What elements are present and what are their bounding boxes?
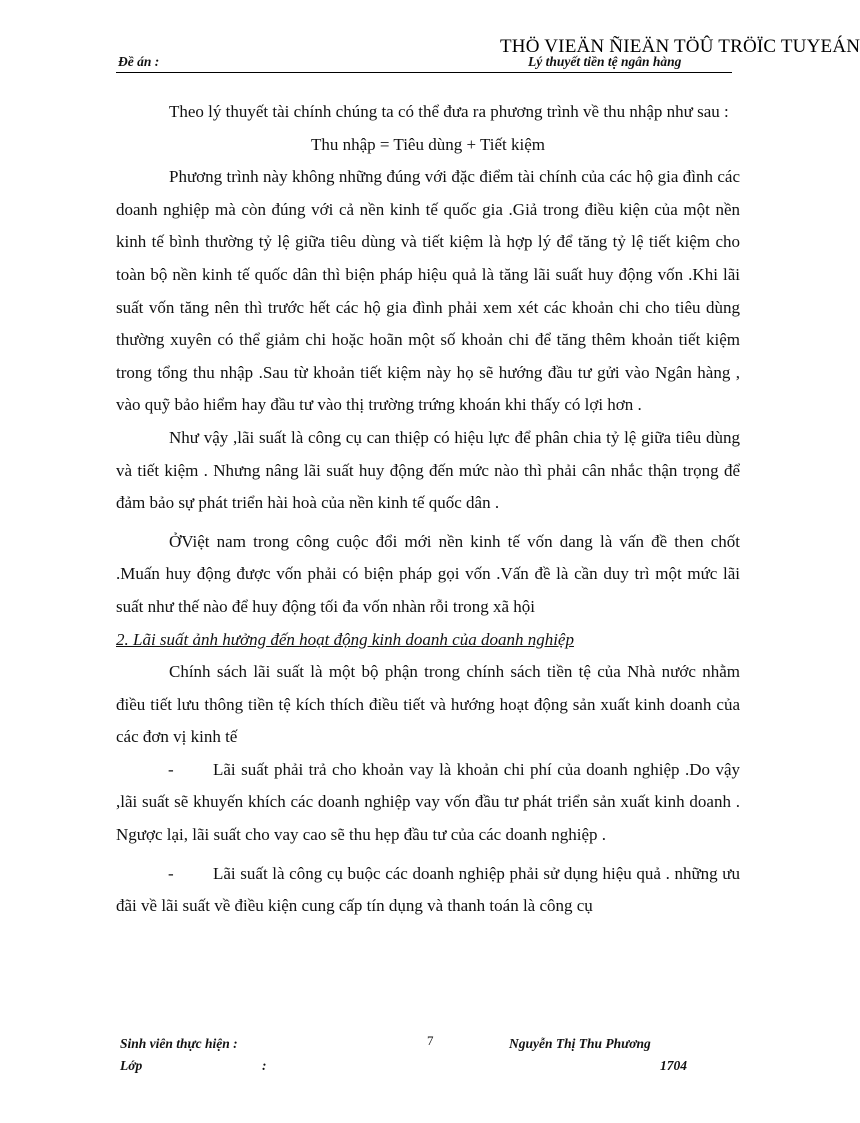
section-heading: 2. Lãi suất ảnh hưởng đến hoạt động kinh doanh của doanh nghiệp bbox=[116, 629, 574, 649]
bullet-item bbox=[116, 858, 740, 923]
document-body bbox=[116, 96, 740, 923]
footer-author: Nguyễn Thị Thu Phương bbox=[509, 1036, 651, 1051]
paragraph-equation-discussion: Phương trình này không những đúng với đặc điểm tài chính của các hộ gia đình các doanh nghiệp mà còn đúng với cả nền kinh tế quốc gia .Giả trong điều kiện của một nền kinh tế bình thường tỷ lệ giữa tiêu dùng và tiết kiệm là hợp lý để tăng tỷ lệ tiết kiệm cho toàn bộ nền kinh tế quốc dân thì biện pháp hiệu quả là tăng lãi suất huy động vốn .Khi lãi suất vốn tăng nên thì trước hết các hộ gia đình phải xem xét các khoản chi cho tiêu dùng thường xuyên có thể giảm chi hoặc hoãn một số khoản chi để tăng thêm khoản tiết kiệm trong tổng thu nhập .Sau từ khoản tiết kiệm này họ sẽ hướng đầu tư gửi vào Ngân hàng , vào quỹ bảo hiểm hay đầu tư vào thị trường trứng khoán khi thấy có lợi hơn . bbox=[116, 167, 740, 415]
paragraph-policy: Chính sách lãi suất là một bộ phận trong chính sách tiền tệ của Nhà nước nhằm điều tiết lưu thông tiền tệ kích thích điều tiết và hướng hoạt động sản xuất kinh doanh của các đơn vị kinh tế bbox=[116, 662, 740, 747]
income-equation: Thu nhập = Tiêu dùng + Tiết kiệm bbox=[310, 134, 546, 154]
footer-student-label: Sinh viên thực hiện : bbox=[120, 1036, 238, 1051]
footer-class-colon: : bbox=[262, 1058, 267, 1073]
header-right: Lý thuyết tiền tệ ngân hàng bbox=[528, 54, 682, 69]
header-left: Đề án : bbox=[118, 54, 160, 69]
header-rule bbox=[116, 72, 732, 73]
paragraph-interest-tool: Như vậy ,lãi suất là công cụ can thiệp có hiệu lực để phân chia tỷ lệ giữa tiêu dùng và tiết kiệm . Nhưng nâng lãi suất huy động đến mức nào thì phải cân nhắc thận trọng để đảm bảo sự phát triển hài hoà của nền kinh tế quốc dân . bbox=[116, 427, 740, 513]
bullet-item bbox=[116, 754, 740, 852]
footer-class-label: Lớp bbox=[120, 1058, 143, 1073]
watermark: THÖ VIEÄN ÑIEÄN TÖÛ TRÖÏC TUYEÁN bbox=[500, 36, 860, 57]
paragraph-vietnam: ỞViệt nam trong công cuộc đổi mới nền kinh tế vốn dang là vấn đề then chốt .Muấn huy động được vốn phải có biện pháp gọi vốn .Vấn đề là cần duy trì một mức lãi suất như thế nào để huy động tối đa vốn nhàn rỗi trong xã hội bbox=[116, 531, 740, 616]
bullet-text: Lãi suất là công cụ buộc các doanh nghiệp phải sử dụng hiệu quả . những ưu đãi về lãi suất về điều kiện cung cấp tín dụng và thanh toán là công cụ bbox=[116, 863, 740, 916]
page-number: 7 bbox=[427, 1033, 434, 1048]
bullet-marker: - bbox=[168, 863, 174, 883]
bullet-marker: - bbox=[168, 759, 174, 779]
paragraph-intro: Theo lý thuyết tài chính chúng ta có thể đưa ra phương trình về thu nhập như sau : bbox=[169, 102, 729, 121]
bullet-text: Lãi suất phải trả cho khoản vay là khoản chi phí của doanh nghiệp .Do vậy ,lãi suất sẽ khuyến khích các doanh nghiệp vay vốn đầu tư phát triển sản xuất kinh doanh . Ngược lại, lãi suất cho vay cao sẽ thu hẹp đầu tư của các doanh nghiệp . bbox=[116, 759, 740, 845]
footer-class-value: 1704 bbox=[660, 1058, 687, 1073]
